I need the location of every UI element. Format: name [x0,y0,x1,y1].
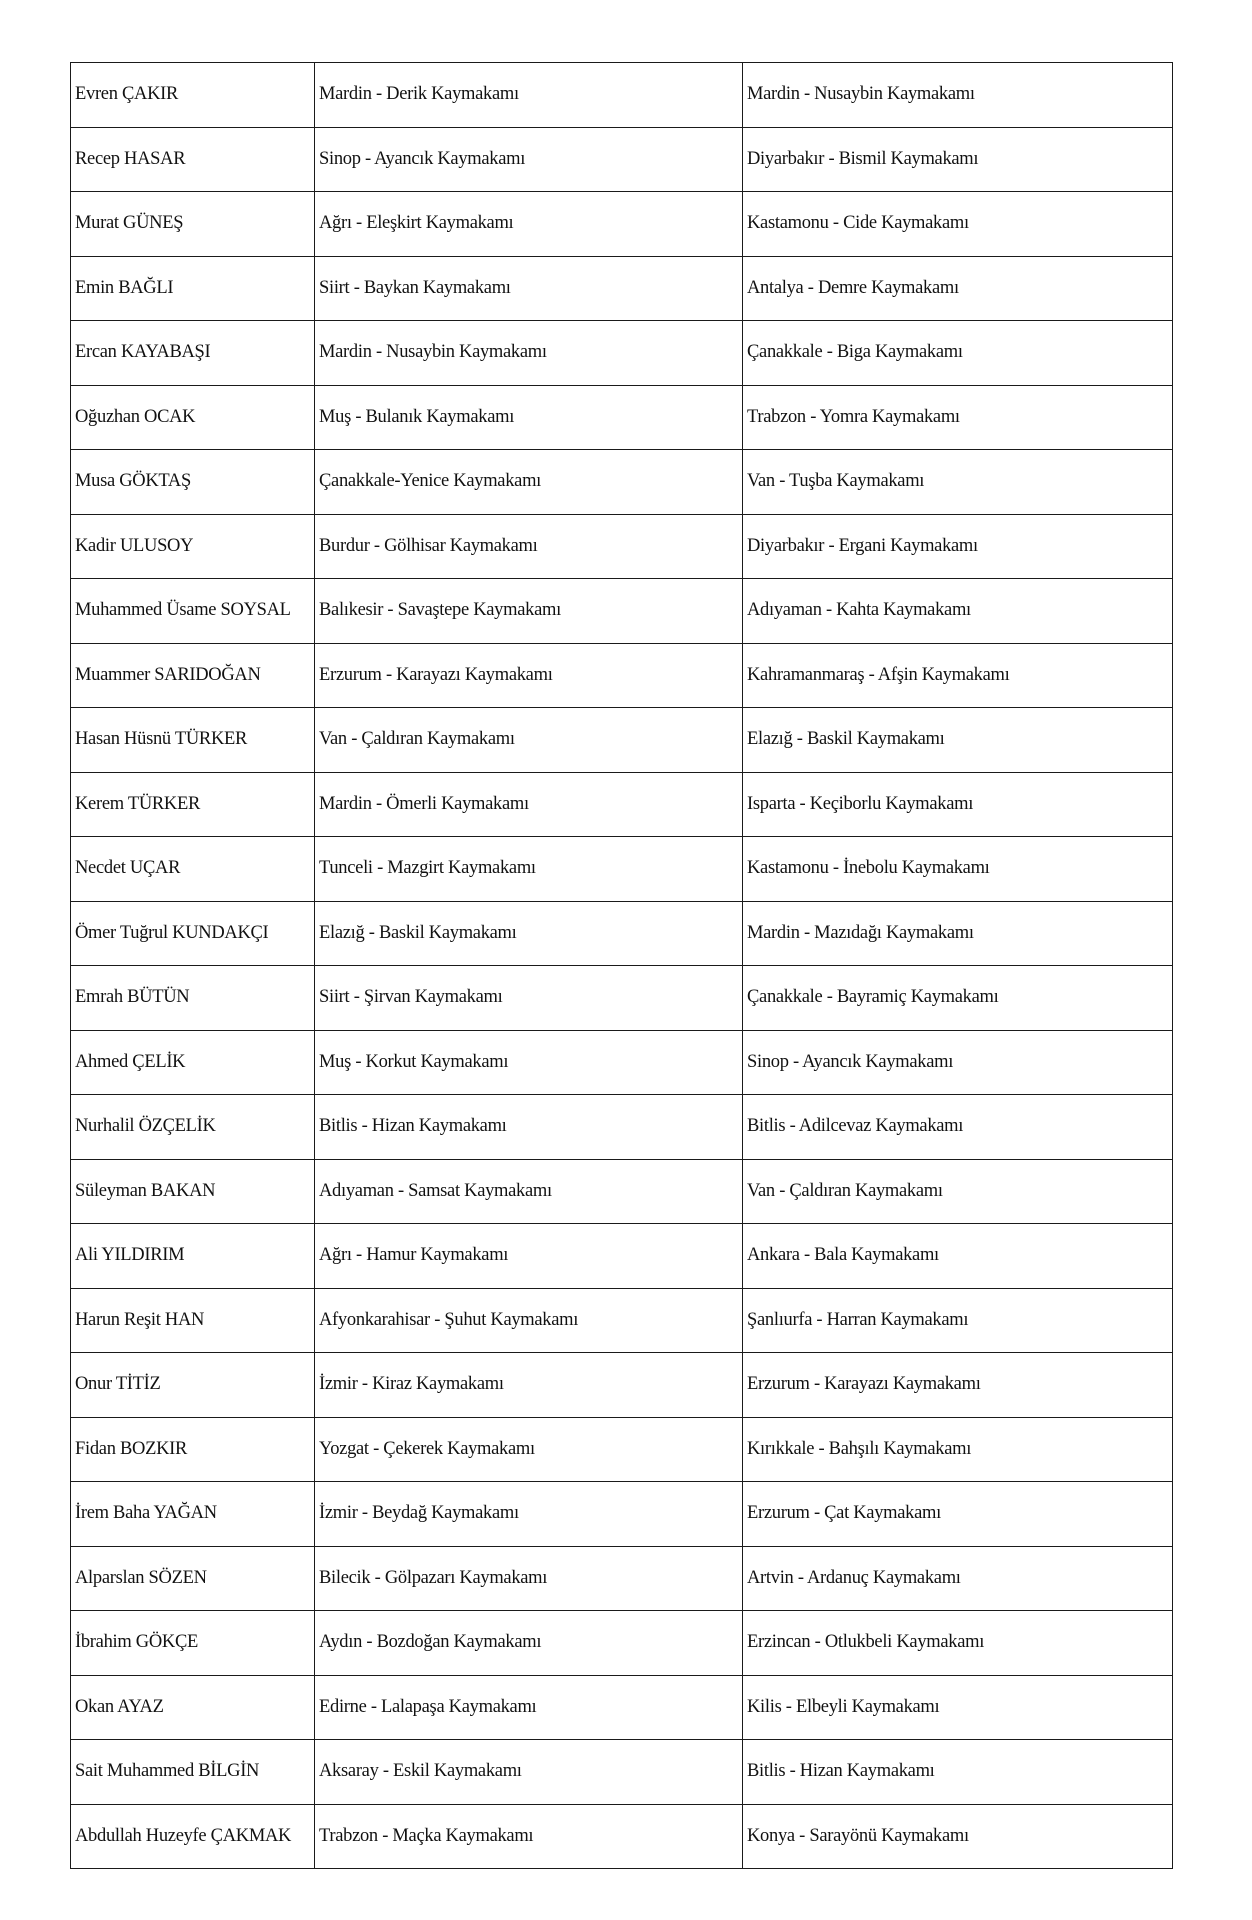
new-post-cell: Van - Çaldıran Kaymakamı [743,1159,1173,1224]
previous-post-cell: Bitlis - Hizan Kaymakamı [315,1095,743,1160]
table-row [71,1353,1173,1418]
new-post-cell: Diyarbakır - Bismil Kaymakamı [743,127,1173,192]
appointments-table [70,62,1173,1869]
person-name-cell: Harun Reşit HAN [71,1288,315,1353]
table-row [71,837,1173,902]
table-row [71,1095,1173,1160]
previous-post-cell: Burdur - Gölhisar Kaymakamı [315,514,743,579]
new-post-cell: Kastamonu - İnebolu Kaymakamı [743,837,1173,902]
person-name-cell: Fidan BOZKIR [71,1417,315,1482]
previous-post-cell: Çanakkale-Yenice Kaymakamı [315,450,743,515]
new-post-cell: Şanlıurfa - Harran Kaymakamı [743,1288,1173,1353]
previous-post-cell: Balıkesir - Savaştepe Kaymakamı [315,579,743,644]
new-post-cell: Kilis - Elbeyli Kaymakamı [743,1675,1173,1740]
person-name-cell: Muhammed Üsame SOYSAL [71,579,315,644]
table-row [71,1159,1173,1224]
new-post-cell: Çanakkale - Bayramiç Kaymakamı [743,966,1173,1031]
new-post-cell: Isparta - Keçiborlu Kaymakamı [743,772,1173,837]
new-post-cell: Mardin - Nusaybin Kaymakamı [743,63,1173,128]
person-name-cell: Emin BAĞLI [71,256,315,321]
previous-post-cell: İzmir - Beydağ Kaymakamı [315,1482,743,1547]
person-name-cell: Alparslan SÖZEN [71,1546,315,1611]
new-post-cell: Çanakkale - Biga Kaymakamı [743,321,1173,386]
previous-post-cell: Mardin - Derik Kaymakamı [315,63,743,128]
previous-post-cell: Ağrı - Eleşkirt Kaymakamı [315,192,743,257]
table-row [71,514,1173,579]
new-post-cell: Ankara - Bala Kaymakamı [743,1224,1173,1289]
person-name-cell: Evren ÇAKIR [71,63,315,128]
person-name-cell: İrem Baha YAĞAN [71,1482,315,1547]
person-name-cell: Ahmed ÇELİK [71,1030,315,1095]
person-name-cell: Recep HASAR [71,127,315,192]
person-name-cell: Ercan KAYABAŞI [71,321,315,386]
table-row [71,1740,1173,1805]
previous-post-cell: Tunceli - Mazgirt Kaymakamı [315,837,743,902]
previous-post-cell: Mardin - Nusaybin Kaymakamı [315,321,743,386]
table-row [71,1288,1173,1353]
previous-post-cell: Muş - Korkut Kaymakamı [315,1030,743,1095]
previous-post-cell: Bilecik - Gölpazarı Kaymakamı [315,1546,743,1611]
previous-post-cell: Aksaray - Eskil Kaymakamı [315,1740,743,1805]
table-row [71,1804,1173,1869]
previous-post-cell: Muş - Bulanık Kaymakamı [315,385,743,450]
previous-post-cell: Adıyaman - Samsat Kaymakamı [315,1159,743,1224]
new-post-cell: Sinop - Ayancık Kaymakamı [743,1030,1173,1095]
previous-post-cell: Van - Çaldıran Kaymakamı [315,708,743,773]
table-row [71,1417,1173,1482]
new-post-cell: Van - Tuşba Kaymakamı [743,450,1173,515]
previous-post-cell: Aydın - Bozdoğan Kaymakamı [315,1611,743,1676]
table-row [71,1482,1173,1547]
new-post-cell: Konya - Sarayönü Kaymakamı [743,1804,1173,1869]
previous-post-cell: Edirne - Lalapaşa Kaymakamı [315,1675,743,1740]
new-post-cell: Kırıkkale - Bahşılı Kaymakamı [743,1417,1173,1482]
new-post-cell: Trabzon - Yomra Kaymakamı [743,385,1173,450]
previous-post-cell: Trabzon - Maçka Kaymakamı [315,1804,743,1869]
person-name-cell: İbrahim GÖKÇE [71,1611,315,1676]
table-row [71,63,1173,128]
new-post-cell: Erzurum - Karayazı Kaymakamı [743,1353,1173,1418]
table-row [71,1611,1173,1676]
person-name-cell: Nurhalil ÖZÇELİK [71,1095,315,1160]
table-row [71,450,1173,515]
person-name-cell: Emrah BÜTÜN [71,966,315,1031]
table-row [71,1224,1173,1289]
new-post-cell: Kahramanmaraş - Afşin Kaymakamı [743,643,1173,708]
person-name-cell: Murat GÜNEŞ [71,192,315,257]
person-name-cell: Muammer SARIDOĞAN [71,643,315,708]
person-name-cell: Necdet UÇAR [71,837,315,902]
table-row [71,901,1173,966]
table-row [71,1546,1173,1611]
previous-post-cell: Elazığ - Baskil Kaymakamı [315,901,743,966]
previous-post-cell: Afyonkarahisar - Şuhut Kaymakamı [315,1288,743,1353]
previous-post-cell: Siirt - Baykan Kaymakamı [315,256,743,321]
new-post-cell: Kastamonu - Cide Kaymakamı [743,192,1173,257]
table-row [71,643,1173,708]
new-post-cell: Erzurum - Çat Kaymakamı [743,1482,1173,1547]
table-row [71,1675,1173,1740]
table-row [71,192,1173,257]
person-name-cell: Okan AYAZ [71,1675,315,1740]
person-name-cell: Oğuzhan OCAK [71,385,315,450]
previous-post-cell: İzmir - Kiraz Kaymakamı [315,1353,743,1418]
table-row [71,772,1173,837]
person-name-cell: Ömer Tuğrul KUNDAKÇI [71,901,315,966]
new-post-cell: Antalya - Demre Kaymakamı [743,256,1173,321]
person-name-cell: Musa GÖKTAŞ [71,450,315,515]
table-row [71,127,1173,192]
person-name-cell: Kerem TÜRKER [71,772,315,837]
table-row [71,579,1173,644]
previous-post-cell: Siirt - Şirvan Kaymakamı [315,966,743,1031]
person-name-cell: Süleyman BAKAN [71,1159,315,1224]
table-row [71,1030,1173,1095]
person-name-cell: Abdullah Huzeyfe ÇAKMAK [71,1804,315,1869]
table-row [71,385,1173,450]
new-post-cell: Diyarbakır - Ergani Kaymakamı [743,514,1173,579]
new-post-cell: Bitlis - Hizan Kaymakamı [743,1740,1173,1805]
person-name-cell: Kadir ULUSOY [71,514,315,579]
previous-post-cell: Yozgat - Çekerek Kaymakamı [315,1417,743,1482]
table-row [71,966,1173,1031]
person-name-cell: Ali YILDIRIM [71,1224,315,1289]
previous-post-cell: Erzurum - Karayazı Kaymakamı [315,643,743,708]
new-post-cell: Elazığ - Baskil Kaymakamı [743,708,1173,773]
table-row [71,256,1173,321]
new-post-cell: Mardin - Mazıdağı Kaymakamı [743,901,1173,966]
person-name-cell: Onur TİTİZ [71,1353,315,1418]
new-post-cell: Artvin - Ardanuç Kaymakamı [743,1546,1173,1611]
person-name-cell: Hasan Hüsnü TÜRKER [71,708,315,773]
previous-post-cell: Sinop - Ayancık Kaymakamı [315,127,743,192]
appointments-table-body [71,63,1173,1869]
new-post-cell: Erzincan - Otlukbeli Kaymakamı [743,1611,1173,1676]
new-post-cell: Adıyaman - Kahta Kaymakamı [743,579,1173,644]
person-name-cell: Sait Muhammed BİLGİN [71,1740,315,1805]
previous-post-cell: Mardin - Ömerli Kaymakamı [315,772,743,837]
table-row [71,321,1173,386]
table-row [71,708,1173,773]
previous-post-cell: Ağrı - Hamur Kaymakamı [315,1224,743,1289]
new-post-cell: Bitlis - Adilcevaz Kaymakamı [743,1095,1173,1160]
